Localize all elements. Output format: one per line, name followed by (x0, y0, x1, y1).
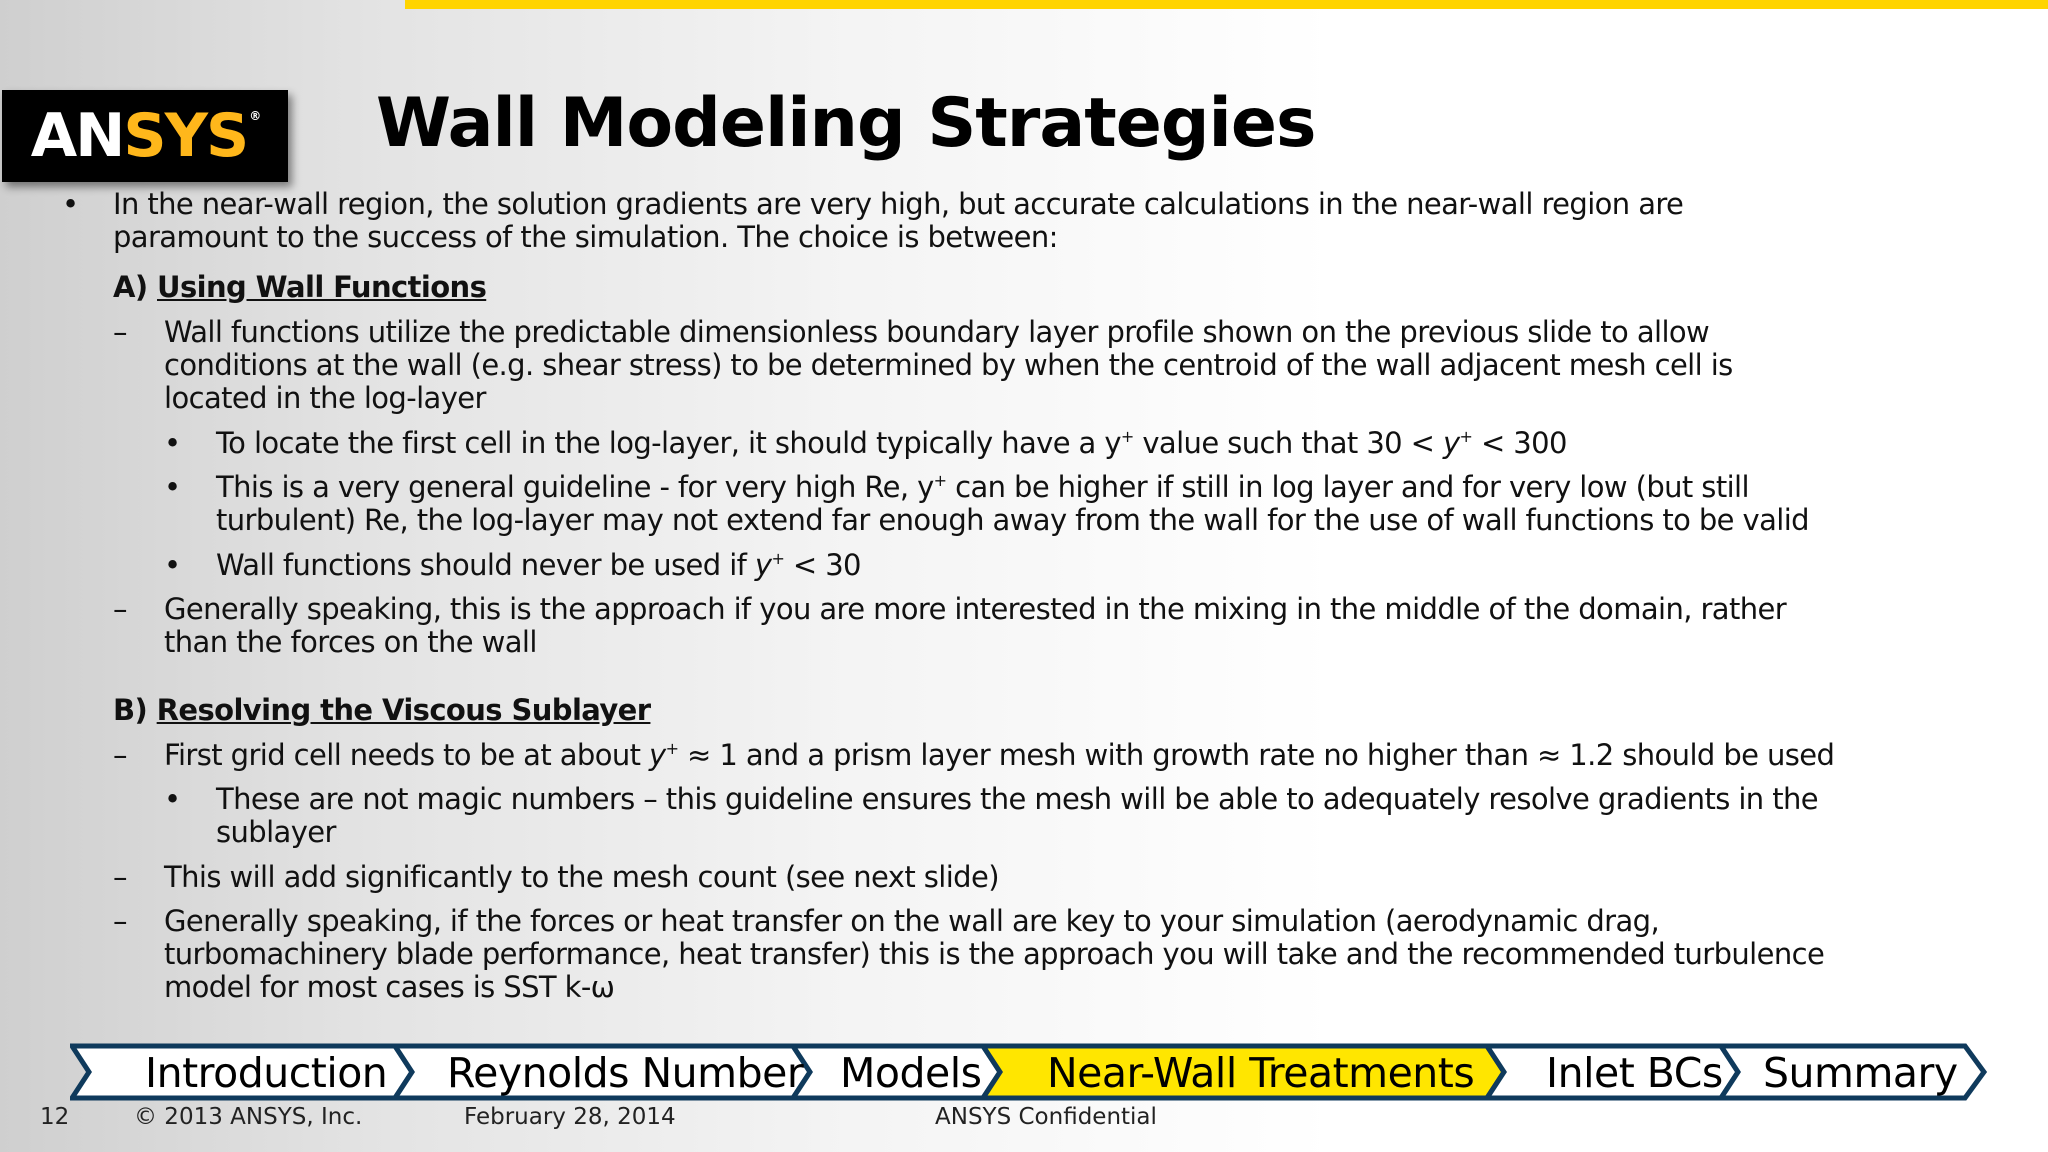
section-a-prefix: A) (113, 270, 157, 304)
sub-bullet-marker: • (164, 470, 181, 504)
section-b-title: Resolving the Viscous Sublayer (156, 693, 651, 727)
section-a-title: Using Wall Functions (157, 270, 487, 304)
b-dash1-line (164, 739, 1834, 772)
a-sub2-text-2: can be higher if still in log layer and for very low (but still (946, 470, 1749, 504)
dash-marker: – (113, 904, 127, 938)
a-sub2-text-1: This is a very general guideline - for very high Re, y (216, 470, 934, 504)
sub-bullet-marker: • (164, 426, 181, 460)
superscript: + (1120, 427, 1134, 446)
top-accent-bar (405, 0, 2048, 9)
a-sub1-text-1: To locate the first cell in the log-layer, it should typically have a y (216, 426, 1121, 460)
dash-marker: – (113, 860, 127, 894)
b-sub1-line-1: These are not magic numbers – this guideline ensures the mesh will be able to adequately resolve gradients in the (216, 782, 1818, 816)
sub-bullet-marker: • (164, 548, 181, 582)
dash-marker: – (113, 315, 127, 349)
section-a-heading (113, 271, 486, 304)
logo-text-an: AN (30, 101, 124, 171)
superscript: + (1459, 427, 1473, 446)
nav-item-inlet-bcs[interactable]: Inlet BCs (1546, 1049, 1723, 1097)
ansys-logo (2, 90, 288, 182)
intro-line-2: paramount to the success of the simulation. The choice is between: (113, 220, 1058, 254)
superscript: + (771, 549, 785, 568)
b-sub1-line-2: sublayer (216, 815, 336, 849)
logo-registered-mark: ® (249, 109, 260, 123)
a-dash1-line-2: conditions at the wall (e.g. shear stress) to be determined by when the centroid of the wall adjacent mesh cell is (164, 348, 1733, 382)
variable-y: y (754, 548, 772, 582)
sub-bullet-marker: • (164, 782, 181, 816)
a-dash2-line-2: than the forces on the wall (164, 625, 537, 659)
b-dash3-line-2: turbomachinery blade performance, heat transfer) this is the approach you will take and the recommended turbulence (164, 937, 1825, 971)
copyright-text: © 2013 ANSYS, Inc. (134, 1104, 363, 1130)
nav-item-introduction[interactable]: Introduction (145, 1049, 388, 1097)
section-b-prefix: B) (113, 693, 157, 727)
b-dash2-line-1: This will add significantly to the mesh count (see next slide) (164, 860, 999, 894)
a-sub1-line (216, 427, 1567, 460)
a-sub3-text-1: Wall functions should never be used if (216, 548, 755, 582)
logo-text-sys: SYS (123, 101, 248, 171)
logo-wordmark (30, 101, 260, 171)
nav-item-models[interactable]: Models (840, 1049, 982, 1097)
a-dash1-line-3: located in the log-layer (164, 381, 486, 415)
nav-item-reynolds-number[interactable]: Reynolds Number (447, 1049, 804, 1097)
a-sub2-line-2: turbulent) Re, the log-layer may not extend far enough away from the wall for the use of wall functions to be valid (216, 503, 1809, 537)
dash-marker: – (113, 738, 127, 772)
page-title: Wall Modeling Strategies (376, 84, 1316, 163)
dash-marker: – (113, 592, 127, 626)
section-b-heading (113, 694, 650, 727)
a-sub2-line-1 (216, 471, 1749, 504)
variable-y: y (649, 738, 666, 772)
intro-line-1: In the near-wall region, the solution gradients are very high, but accurate calculations in the near-wall region are (113, 187, 1684, 221)
page-number: 12 (40, 1104, 70, 1130)
b-dash1-text-1: First grid cell needs to be at about (164, 738, 650, 772)
b-dash3-line-3: model for most cases is SST k-ω (164, 970, 615, 1004)
nav-item-near-wall-treatments[interactable]: Near-Wall Treatments (1047, 1049, 1475, 1097)
b-dash1-text-2: ≈ 1 and a prism layer mesh with growth rate no higher than ≈ 1.2 should be used (678, 738, 1835, 772)
bullet-marker: • (62, 187, 79, 221)
variable-y: y (1442, 426, 1460, 460)
a-sub3-text-2: < 30 (784, 548, 861, 582)
a-sub3-line (216, 549, 861, 582)
superscript: + (933, 471, 947, 490)
a-dash1-line-1: Wall functions utilize the predictable dimensionless boundary layer profile shown on the previous slide to allow (164, 315, 1710, 349)
footer-date: February 28, 2014 (464, 1104, 676, 1130)
a-dash2-line-1: Generally speaking, this is the approach if you are more interested in the mixing in the middle of the domain, rather (164, 592, 1787, 626)
confidential-label: ANSYS Confidential (935, 1104, 1157, 1130)
a-sub1-text-2: value such that 30 < (1133, 426, 1443, 460)
superscript: + (665, 739, 679, 758)
section-nav-breadcrumb (70, 1043, 1990, 1101)
b-dash3-line-1: Generally speaking, if the forces or heat transfer on the wall are key to your simulation (aerodynamic drag, (164, 904, 1660, 938)
a-sub1-text-3: < 300 (1472, 426, 1567, 460)
nav-item-summary[interactable]: Summary (1763, 1049, 1958, 1097)
